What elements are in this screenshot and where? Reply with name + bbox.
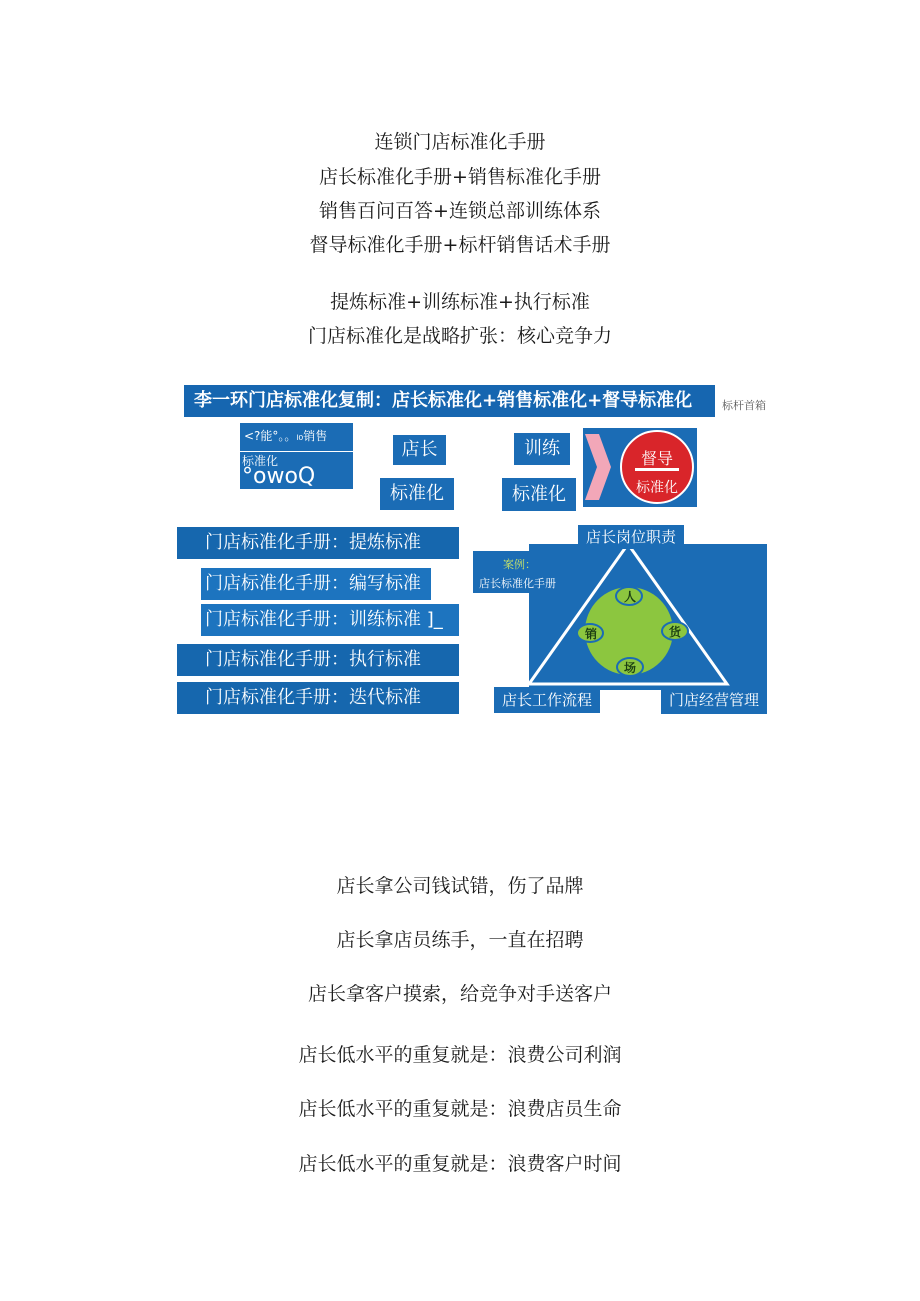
sales-std-card <box>240 423 353 489</box>
waste-line-3: 店长低水平的重复就是：浪费客户时间 <box>298 1153 622 1175</box>
problem-line-1: 店长拿公司钱试错，伤了品牌 <box>336 875 584 897</box>
sales-card-line1: <?能°。。ₗ₀销售 <box>244 429 328 443</box>
principle-line-2: 门店标准化是战略扩张：核心竞争力 <box>307 325 612 347</box>
training-box: 训练 <box>514 433 570 465</box>
node-people: 人 <box>623 590 636 604</box>
sales-card-line3: °owoQ <box>242 464 316 489</box>
process-bar-iterate: 门店标准化手册：迭代标准 <box>177 682 459 714</box>
store-manager-std-box: 标准化 <box>380 478 454 510</box>
sales-card-line2: 标准化 <box>242 454 279 468</box>
intro-line-2: 店长标准化手册+销售标准化手册 <box>319 166 601 188</box>
case-box <box>473 551 585 593</box>
node-venue: 场 <box>623 661 636 675</box>
intro-line-3: 销售百问百答+连锁总部训练体系 <box>319 200 601 222</box>
supervisor-circle <box>620 430 694 504</box>
process-bar-execute: 门店标准化手册：执行标准 <box>177 644 459 676</box>
chevron-right-icon <box>583 432 613 502</box>
problem-line-2: 店长拿店员练手，一直在招聘 <box>336 929 584 951</box>
job-duty-label: 店长岗位职责 <box>578 525 684 549</box>
process-bar-extract: 门店标准化手册：提炼标准 <box>177 527 459 559</box>
intro-line-1: 连锁门店标准化手册 <box>374 131 546 153</box>
card-divider <box>240 451 353 452</box>
waste-line-2: 店长低水平的重复就是：浪费店员生命 <box>298 1098 622 1120</box>
operation-label: 门店经营管理 <box>661 687 767 714</box>
store-manager-box: 店长 <box>393 435 446 465</box>
process-bar-write: 门店标准化手册：编写标准 <box>201 568 431 600</box>
banner-side-label: 标杆首箱 <box>722 399 766 412</box>
training-std-box: 标准化 <box>502 478 576 511</box>
supervisor-panel <box>583 428 697 507</box>
supervisor-std-label: 标准化 <box>636 480 678 496</box>
case-subtitle: 店长标准化手册 <box>479 577 556 590</box>
case-title: 案例： <box>503 558 536 571</box>
intro-line-4: 督导标准化手册+标杆销售话术手册 <box>309 234 611 256</box>
supervisor-underline <box>635 468 679 471</box>
problem-line-3: 店长拿客户摸索，给竞争对手送客户 <box>307 983 612 1005</box>
node-goods: 货 <box>668 625 681 639</box>
banner-text: 李一环门店标准化复制：店长标准化+销售标准化+督导标准化 <box>194 390 693 411</box>
diagram-banner <box>184 385 715 417</box>
workflow-label: 店长工作流程 <box>494 687 600 713</box>
principle-line-1: 提炼标准+训练标准+执行标准 <box>330 291 590 313</box>
supervisor-label: 督导 <box>640 449 673 468</box>
node-sales: 销 <box>584 627 597 641</box>
waste-line-1: 店长低水平的重复就是：浪费公司利润 <box>298 1044 622 1066</box>
process-bar-train: 门店标准化手册：训练标准 ]_ <box>201 604 459 636</box>
